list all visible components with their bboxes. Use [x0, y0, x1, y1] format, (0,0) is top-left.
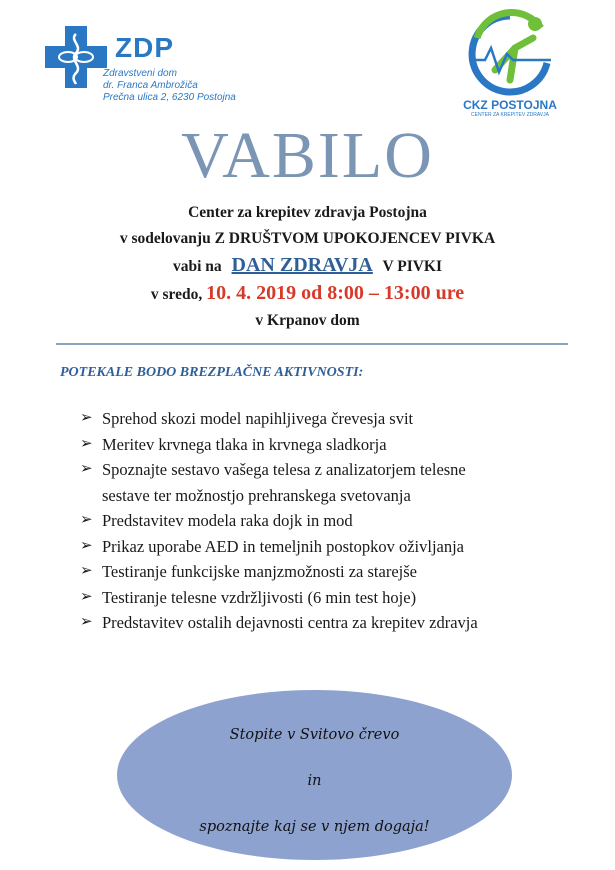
intro-suffix: V PIVKI [382, 258, 443, 275]
list-item [80, 406, 580, 432]
zdp-address [103, 68, 236, 104]
callout-line: Stopite v Svitovo črevo [229, 727, 400, 743]
activity-text: Predstavitev modela raka dojk in mod [102, 511, 353, 530]
list-item [80, 610, 580, 636]
activity-text-continued: sestave ter možnostjo prehranskega svetovanja [102, 485, 411, 505]
arrow-bullet-icon: ➢ [80, 410, 93, 426]
intro-line: Center za krepitev zdravja Postojna [188, 204, 427, 221]
intro-prefix: vabi na [172, 258, 222, 275]
activity-text: Testiranje funkcijske manjzmožnosti za starejše [102, 562, 417, 581]
intro-line: v Krpanov dom [255, 312, 360, 329]
list-item [80, 432, 580, 458]
arrow-bullet-icon: ➢ [80, 461, 93, 477]
activity-text: Sprehod skozi model napihljivega črevesja svit [102, 409, 414, 428]
ckz-logo [455, 8, 565, 123]
medical-cross-icon [45, 26, 107, 88]
arrow-bullet-icon: ➢ [80, 588, 93, 605]
activities-heading: POTEKALE BODO BREZPLAČNE AKTIVNOSTI: [60, 365, 364, 380]
callout-text [117, 712, 512, 850]
list-item [80, 508, 580, 534]
zdp-name: ZDP [115, 32, 174, 63]
callout-line: spoznajte kaj se v njem dogaja! [199, 819, 430, 835]
arrow-bullet-icon: ➢ [80, 537, 93, 554]
ckz-name: CKZ POSTOJNA [463, 98, 557, 112]
activity-text: Spoznajte sestavo vašega telesa z analizatorjem telesne [102, 460, 466, 479]
list-item [80, 559, 580, 585]
heartbeat-figure-icon [455, 8, 565, 98]
page-title: VABILO [181, 119, 434, 192]
arrow-bullet-icon: ➢ [80, 614, 93, 630]
event-date: 10. 4. 2019 od 8:00 – 13:00 ure [206, 282, 465, 304]
activities-list [80, 406, 580, 636]
zdp-address-line: Zdravstveni dom [103, 68, 177, 79]
zdp-address-line: Prečna ulica 2, 6230 Postojna [103, 92, 236, 103]
callout-line: in [307, 773, 322, 789]
activity-text: Prikaz uporabe AED in temeljnih postopkov oživljanja [102, 536, 465, 556]
activity-text: Predstavitev ostalih dejavnosti centra za krepitev zdravja [102, 613, 478, 632]
ckz-subtitle: CENTER ZA KREPITEV ZDRAVJA [471, 112, 549, 118]
zdp-logo [45, 22, 245, 112]
activity-text: Testiranje telesne vzdržljivosti (6 min test hoje) [102, 587, 417, 607]
intro-line [0, 280, 615, 308]
invitation-intro [0, 200, 615, 334]
arrow-bullet-icon: ➢ [80, 512, 93, 528]
list-item [80, 457, 580, 508]
zdp-address-line: dr. Franca Ambrožiča [103, 80, 198, 91]
intro-line: v sodelovanju Z DRUŠTVOM UPOKOJENCEV PIVKA [119, 230, 496, 247]
arrow-bullet-icon: ➢ [80, 563, 93, 579]
activity-text: Meritev krvnega tlaka in krvnega sladkorja [102, 434, 387, 454]
divider [56, 343, 568, 345]
event-name: DAN ZDRAVJA [231, 254, 373, 276]
list-item [80, 534, 580, 560]
arrow-bullet-icon: ➢ [80, 435, 93, 452]
intro-prefix: v sredo, [150, 286, 203, 303]
intro-line [0, 252, 615, 280]
list-item [80, 585, 580, 611]
